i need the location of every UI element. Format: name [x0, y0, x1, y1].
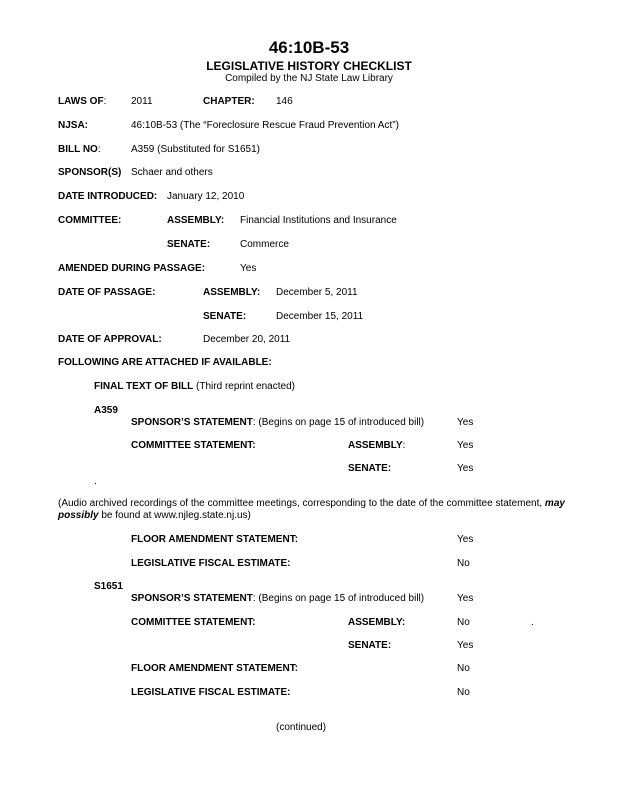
s1651-bill-label: S1651 [94, 581, 123, 592]
s1651-sponsor-statement-line [131, 593, 424, 605]
passage-assembly-label: ASSEMBLY: [203, 287, 261, 298]
chapter-value: 146 [276, 96, 293, 107]
a359-sponsor-statement-value: Yes [457, 417, 474, 428]
a359-sponsor-statement-note: : (Begins on page 15 of introduced bill) [252, 417, 425, 428]
a359-assembly-label-group [348, 440, 405, 452]
a359-committee-statement-label: COMMITTEE STATEMENT: [131, 440, 256, 451]
a359-sponsor-statement-label: SPONSOR’S STATEMENT [131, 417, 253, 428]
laws-of-colon: : [103, 96, 107, 107]
s1651-senate-label: SENATE: [348, 640, 392, 651]
a359-fiscal-estimate-label: LEGISLATIVE FISCAL ESTIMATE: [131, 558, 291, 569]
date-introduced-label: DATE INTRODUCED: [58, 191, 158, 202]
page-title: 46:10B-53 [268, 38, 350, 57]
committee-assembly-value: Financial Institutions and Insurance [240, 215, 397, 226]
audio-note-suffix: be found at www.njleg.state.nj.us) [98, 510, 251, 521]
s1651-sponsor-statement-value: Yes [457, 593, 474, 604]
njsa-label: NJSA: [58, 120, 89, 131]
a359-assembly-label: ASSEMBLY [348, 440, 403, 451]
a359-bill-label: A359 [94, 405, 118, 416]
laws-of-value: 2011 [131, 96, 153, 107]
date-of-approval-label: DATE OF APPROVAL: [58, 334, 162, 345]
bill-no-label: BILL NO [58, 144, 98, 155]
a359-stray-mark: . [94, 476, 97, 487]
laws-of-label-group [58, 96, 106, 108]
s1651-fiscal-estimate-value: No [457, 687, 470, 698]
s1651-stray-mark: . [531, 617, 534, 628]
bill-no-value: A359 (Substituted for S1651) [131, 144, 260, 155]
committee-assembly-label: ASSEMBLY: [167, 215, 225, 226]
sponsors-label: SPONSOR(S) [58, 167, 122, 178]
bill-no-colon: : [97, 144, 101, 155]
sponsors-value: Schaer and others [131, 167, 213, 178]
a359-senate-value: Yes [457, 463, 474, 474]
s1651-assembly-value: No [457, 617, 470, 628]
committee-senate-value: Commerce [240, 239, 289, 250]
s1651-floor-amendment-value: No [457, 663, 470, 674]
final-text-line [94, 381, 295, 393]
a359-floor-amendment-value: Yes [457, 534, 474, 545]
a359-senate-label: SENATE: [348, 463, 392, 474]
page-subtitle: LEGISLATIVE HISTORY CHECKLIST [206, 59, 412, 73]
amended-value: Yes [240, 263, 257, 274]
a359-floor-amendment-label: FLOOR AMENDMENT STATEMENT: [131, 534, 299, 545]
s1651-fiscal-estimate-label: LEGISLATIVE FISCAL ESTIMATE: [131, 687, 291, 698]
a359-assembly-value: Yes [457, 440, 474, 451]
amended-label: AMENDED DURING PASSAGE: [58, 263, 206, 274]
bill-no-label-group [58, 144, 101, 156]
laws-of-label: LAWS OF [58, 96, 104, 107]
a359-sponsor-statement-line [131, 417, 424, 429]
final-text-note: (Third reprint enacted) [196, 381, 295, 392]
passage-senate-value: December 15, 2011 [276, 311, 364, 322]
final-text-label: FINAL TEXT OF BILL [94, 381, 194, 392]
date-introduced-value: January 12, 2010 [167, 191, 245, 202]
passage-senate-label: SENATE: [203, 311, 247, 322]
date-of-passage-label: DATE OF PASSAGE: [58, 287, 156, 298]
a359-assembly-colon: : [402, 440, 406, 451]
attached-heading: FOLLOWING ARE ATTACHED IF AVAILABLE: [58, 357, 272, 368]
compiled-by: Compiled by the NJ State Law Library [225, 73, 393, 84]
s1651-assembly-label: ASSEMBLY: [348, 617, 406, 628]
continued-note: (continued) [276, 722, 327, 733]
committee-senate-label: SENATE: [167, 239, 211, 250]
s1651-floor-amendment-label: FLOOR AMENDMENT STATEMENT: [131, 663, 299, 674]
s1651-committee-statement-label: COMMITTEE STATEMENT: [131, 617, 256, 628]
committee-label: COMMITTEE: [58, 215, 122, 226]
chapter-label: CHAPTER: [203, 96, 255, 107]
passage-assembly-value: December 5, 2011 [276, 287, 358, 298]
audio-note-prefix: (Audio archived recordings of the committee meetings, corresponding to the date of the committee statement, [58, 498, 545, 509]
date-of-approval-value: December 20, 2011 [203, 334, 291, 345]
audio-note-emphasis: may possibly [58, 498, 565, 521]
a359-fiscal-estimate-value: No [457, 558, 470, 569]
s1651-sponsor-statement-note: : (Begins on page 15 of introduced bill) [252, 593, 425, 604]
s1651-senate-value: Yes [457, 640, 474, 651]
njsa-value: 46:10B-53 (The “Foreclosure Rescue Fraud Prevention Act”) [131, 120, 399, 131]
audio-note [58, 498, 608, 522]
s1651-sponsor-statement-label: SPONSOR’S STATEMENT [131, 593, 253, 604]
